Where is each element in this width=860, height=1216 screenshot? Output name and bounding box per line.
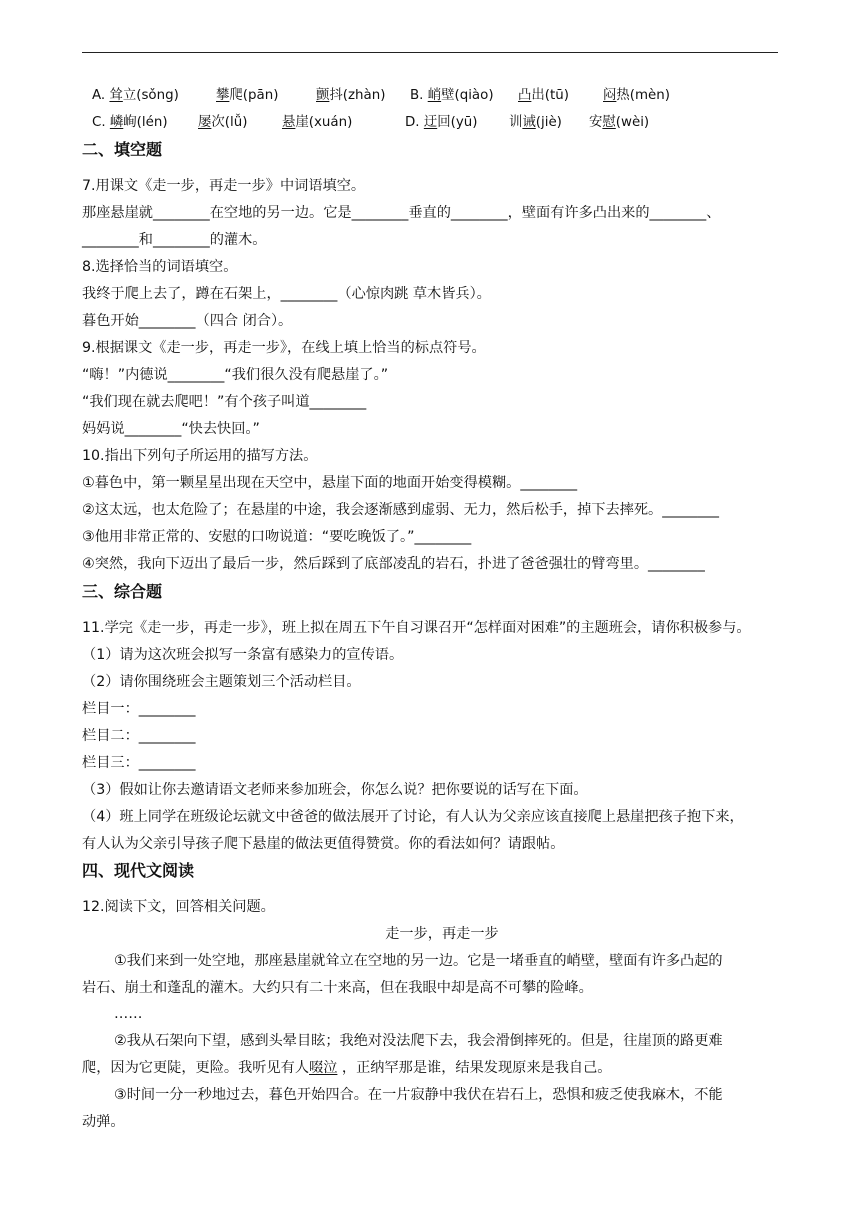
passage-title: 走一步，再走一步 bbox=[385, 926, 499, 942]
paragraph-1-line2: 岩石、崩土和蓬乱的灌木。大约只有二十来高，但在我眼中却是高不可攀的险峰。 bbox=[82, 980, 593, 996]
question-11-sub4-line2: 有人认为父亲引导孩子爬下悬崖的做法更值得赞赏。你的看法如何？请跟帖。 bbox=[82, 836, 565, 852]
underlined-word: 啜泣 bbox=[309, 1060, 338, 1076]
question-11-sub2: （2）请你围绕班会主题策划三个活动栏目。 bbox=[82, 674, 361, 690]
section-heading-comprehensive: 三、综合题 bbox=[82, 582, 163, 601]
question-7-line2: ________和________的灌木。 bbox=[82, 232, 267, 248]
section-heading-reading: 四、现代文阅读 bbox=[82, 861, 195, 880]
option-a-word2: 攀爬(pān) bbox=[216, 88, 279, 103]
question-11-sub1: （1）请为这次班会拟写一条富有感染力的宣传语。 bbox=[82, 647, 404, 663]
question-10-line3: ③他用非常正常的、安慰的口吻说道：“要吃晚饭了。”________ bbox=[82, 529, 472, 545]
top-rule bbox=[82, 52, 778, 53]
paragraph-3-line1: ③时间一分一秒地过去，暮色开始四合。在一片寂静中我伏在岩石上，恐惧和疲乏使我麻木，不能 bbox=[114, 1087, 723, 1103]
section-heading-fill: 二、填空题 bbox=[82, 140, 163, 159]
paragraph-3-line2: 动弹。 bbox=[82, 1114, 125, 1130]
option-b-word3: 闷热(mèn) bbox=[603, 88, 670, 103]
option-c-word2: 屡次(lǚ) bbox=[198, 115, 248, 130]
question-9-line3: 妈妈说________“快去快回。” bbox=[82, 421, 260, 437]
question-8-line1: 我终于爬上去了，蹲在石架上，________（心惊肉跳 草木皆兵）。 bbox=[82, 286, 491, 302]
question-10-line2: ②这太远，也太危险了；在悬崖的中途，我会逐渐感到虚弱、无力，然后松手，掉下去摔死。________ bbox=[82, 502, 719, 518]
option-d: D. 迂回(yū) bbox=[405, 115, 478, 130]
question-9: 9.根据课文《走一步，再走一步》，在线上填上恰当的标点符号。 bbox=[82, 340, 486, 356]
question-11-sub3: （3）假如让你去邀请语文老师来参加班会，你怎么说？把你要说的话写在下面。 bbox=[82, 782, 588, 798]
option-b-word2: 凸出(tū) bbox=[518, 88, 569, 103]
option-a-word3: 颤抖(zhàn) bbox=[316, 88, 386, 103]
question-8-line2: 暮色开始________（四合 闭合）。 bbox=[82, 313, 293, 329]
question-7-line1: 那座悬崖就________在空地的另一边。它是________垂直的________，壁面有许多凸出来的________、 bbox=[82, 205, 721, 221]
question-11-sub4-line1: （4）班上同学在班级论坛就文中爸爸的做法展开了讨论，有人认为父亲应该直接爬上悬崖把孩子抱下来， bbox=[82, 809, 744, 825]
question-11-column2: 栏目二：________ bbox=[82, 728, 196, 744]
question-8: 8.选择恰当的词语填空。 bbox=[82, 259, 238, 275]
option-d-word3: 安慰(wèi) bbox=[589, 115, 650, 130]
ellipsis: …… bbox=[114, 1006, 143, 1022]
question-11-column3: 栏目三：________ bbox=[82, 755, 196, 771]
paragraph-1-line1: ①我们来到一处空地，那座悬崖就耸立在空地的另一边。它是一堵垂直的峭壁，壁面有许多凸起的 bbox=[114, 953, 723, 969]
question-11: 11.学完《走一步，再走一步》，班上拟在周五下午自习课召开“怎样面对困难”的主题班会，请你积极参与。 bbox=[82, 620, 751, 636]
option-b: B. 峭壁(qiào) bbox=[410, 88, 494, 103]
option-d-word2: 训诫(jiè) bbox=[509, 115, 562, 130]
option-c: C. 嶙峋(lén) bbox=[92, 115, 168, 130]
paragraph-2-line1: ②我从石架向下望，感到头晕目眩；我绝对没法爬下去，我会滑倒摔死的。但是，往崖顶的路更难 bbox=[114, 1033, 723, 1049]
question-9-line1: “嗨！”内德说________“我们很久没有爬悬崖了。” bbox=[82, 367, 389, 383]
question-10-line1: ①暮色中，第一颗星星出现在天空中，悬崖下面的地面开始变得模糊。________ bbox=[82, 475, 578, 491]
question-11-column1: 栏目一：________ bbox=[82, 701, 196, 717]
option-c-word3: 悬崖(xuán) bbox=[282, 115, 353, 130]
question-10-line4: ④突然，我向下迈出了最后一步，然后踩到了底部凌乱的岩石，扑进了爸爸强壮的臂弯里。________ bbox=[82, 556, 705, 572]
question-12: 12.阅读下文，回答相关问题。 bbox=[82, 899, 275, 915]
question-9-line2: “我们现在就去爬吧！”有个孩子叫道________ bbox=[82, 394, 367, 410]
paragraph-2-line2: 爬，因为它更陡，更险。我听见有人啜泣 ，正纳罕那是谁，结果发现原来是我自己。 bbox=[82, 1060, 612, 1076]
question-7: 7.用课文《走一步，再走一步》中词语填空。 bbox=[82, 178, 366, 194]
question-10: 10.指出下列句子所运用的描写方法。 bbox=[82, 448, 318, 464]
option-a: A. 耸立(sǒng) bbox=[92, 88, 179, 103]
